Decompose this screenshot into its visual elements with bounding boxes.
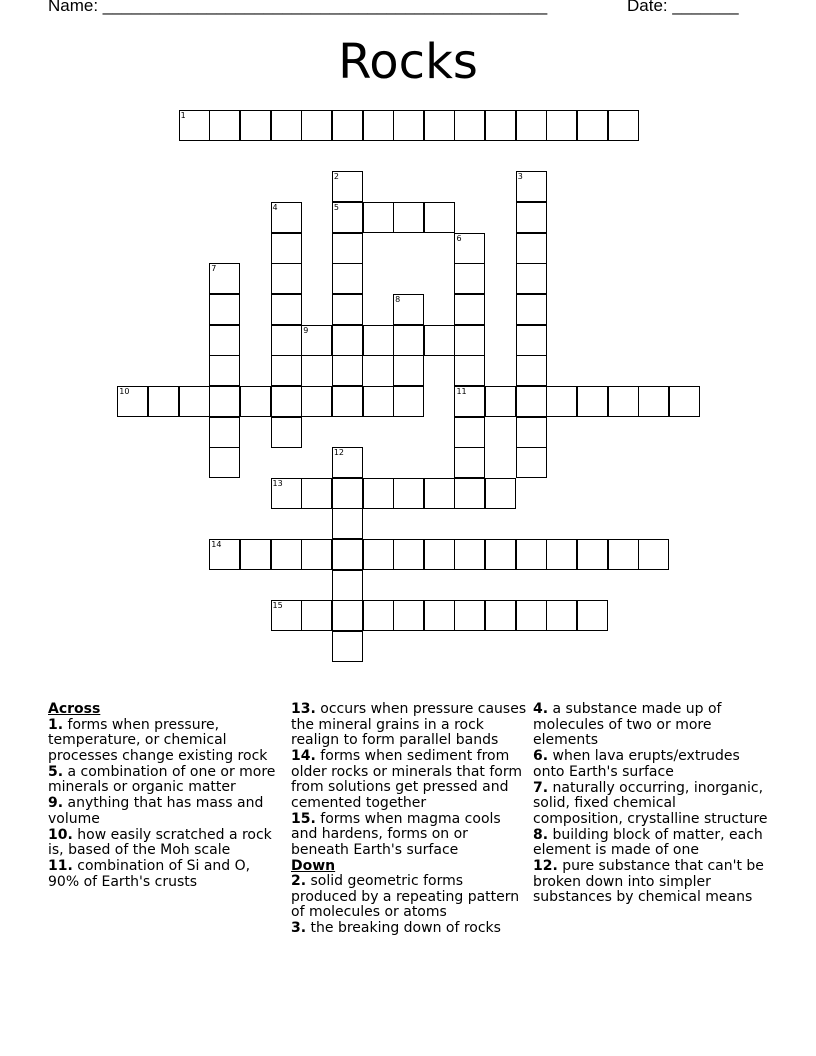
grid-cell[interactable] xyxy=(516,263,547,294)
grid-cell[interactable] xyxy=(332,171,363,202)
clue-number: 10 xyxy=(119,386,130,396)
grid-cell[interactable] xyxy=(393,325,424,356)
grid-cell[interactable] xyxy=(363,325,394,356)
grid-cell[interactable] xyxy=(485,386,516,417)
grid-cell[interactable] xyxy=(516,233,547,264)
down-heading: Down xyxy=(291,857,336,874)
grid-cell[interactable] xyxy=(608,386,639,417)
grid-cell[interactable] xyxy=(638,539,669,570)
grid-cell[interactable] xyxy=(393,386,424,417)
grid-cell[interactable] xyxy=(516,294,547,325)
clue-label: 9. xyxy=(48,795,64,811)
grid-cell[interactable] xyxy=(271,600,302,631)
grid-cell[interactable] xyxy=(271,202,302,233)
clue-text: occurs when pressure causes the mineral grains in a rock realign to form parallel bands xyxy=(291,701,527,748)
clue-text: the breaking down of rocks xyxy=(306,920,501,936)
grid-cell[interactable] xyxy=(332,447,363,478)
grid-cell[interactable] xyxy=(363,600,394,631)
grid-cell[interactable] xyxy=(271,355,302,386)
grid-cell[interactable] xyxy=(424,478,455,509)
grid-cell[interactable] xyxy=(393,478,424,509)
grid-cell[interactable] xyxy=(332,202,363,233)
grid-cell[interactable] xyxy=(577,600,608,631)
grid-cell[interactable] xyxy=(332,478,363,509)
clue-number: 4 xyxy=(272,202,278,212)
clue-label: 6. xyxy=(533,748,549,764)
clue-number: 11 xyxy=(456,386,467,396)
grid-cell[interactable] xyxy=(546,110,577,141)
grid-cell[interactable] xyxy=(454,478,485,509)
clue-label: 15. xyxy=(291,810,316,827)
clue xyxy=(533,859,769,906)
grid-cell[interactable] xyxy=(332,110,363,141)
grid-cell[interactable] xyxy=(454,263,485,294)
clue-number: 14 xyxy=(211,540,222,550)
clue-label: 14. xyxy=(291,748,316,764)
grid-cell[interactable] xyxy=(301,600,332,631)
grid-cell[interactable] xyxy=(516,325,547,356)
grid-cell[interactable] xyxy=(516,417,547,448)
grid-cell[interactable] xyxy=(485,600,516,631)
grid-cell[interactable] xyxy=(669,386,700,417)
grid-cell[interactable] xyxy=(209,325,240,356)
grid-cell[interactable] xyxy=(301,110,332,141)
clue-number: 8 xyxy=(395,294,401,304)
grid-cell[interactable] xyxy=(485,478,516,509)
clue-text: forms when pressure, temperature, or chemical processes change existing rock xyxy=(48,716,268,764)
clue-label: 5. xyxy=(48,763,64,780)
grid-cell[interactable] xyxy=(393,539,424,570)
clue-number: 2 xyxy=(333,172,339,182)
grid-cell[interactable] xyxy=(271,233,302,264)
clue xyxy=(48,718,284,765)
grid-cell[interactable] xyxy=(301,386,332,417)
across-clue-list-continued xyxy=(291,702,527,858)
clue-number: 7 xyxy=(211,264,217,274)
grid-cell[interactable] xyxy=(454,417,485,448)
clue-number: 15 xyxy=(272,601,283,611)
grid-cell[interactable] xyxy=(332,600,363,631)
grid-cell[interactable] xyxy=(332,631,363,662)
grid-cell[interactable] xyxy=(454,325,485,356)
grid-cell[interactable] xyxy=(424,202,455,233)
clue xyxy=(48,828,284,859)
grid-cell[interactable] xyxy=(516,600,547,631)
clue-number: 9 xyxy=(303,325,309,335)
grid-cell[interactable] xyxy=(332,263,363,294)
grid-cell[interactable] xyxy=(271,325,302,356)
grid-cell[interactable] xyxy=(516,386,547,417)
grid-cell[interactable] xyxy=(301,478,332,509)
grid-cell[interactable] xyxy=(363,478,394,509)
grid-cell[interactable] xyxy=(271,478,302,509)
clue-number: 13 xyxy=(272,478,283,488)
clue xyxy=(533,702,769,749)
clue-label: 10. xyxy=(48,826,73,843)
grid-cell[interactable] xyxy=(393,202,424,233)
clue-number: 3 xyxy=(517,172,523,182)
clue-text: anything that has mass and volume xyxy=(48,795,264,827)
grid-cell[interactable] xyxy=(271,263,302,294)
grid-cell[interactable] xyxy=(424,539,455,570)
clue-text: forms when magma cools and hardens, forms on or beneath Earth's surface xyxy=(291,810,501,858)
grid-cell[interactable] xyxy=(393,600,424,631)
clue-label: 7. xyxy=(533,779,549,796)
grid-cell[interactable] xyxy=(485,539,516,570)
clue-number: 5 xyxy=(333,202,339,212)
clue-number: 12 xyxy=(333,448,345,458)
grid-cell[interactable] xyxy=(638,386,669,417)
name-field[interactable]: Name: _______________________________________________ xyxy=(48,0,548,15)
grid-cell[interactable] xyxy=(209,355,240,386)
clue xyxy=(48,859,284,890)
grid-cell[interactable] xyxy=(179,110,210,141)
clues-column-2 xyxy=(291,702,527,937)
grid-cell[interactable] xyxy=(454,110,485,141)
grid-cell[interactable] xyxy=(332,539,363,570)
down-clue-list-continued xyxy=(533,702,769,906)
across-heading: Across xyxy=(48,701,101,717)
clue-label: 8. xyxy=(533,826,549,843)
grid-cell[interactable] xyxy=(485,110,516,141)
grid-cell[interactable] xyxy=(332,233,363,264)
clue-label: 2. xyxy=(291,873,307,889)
clue-label: 12. xyxy=(533,858,558,874)
grid-cell[interactable] xyxy=(271,386,302,417)
grid-cell[interactable] xyxy=(516,202,547,233)
clue-number: 6 xyxy=(456,233,462,243)
grid-cell[interactable] xyxy=(363,386,394,417)
grid-cell[interactable] xyxy=(240,539,271,570)
grid-cell[interactable] xyxy=(393,294,424,325)
clue-text: a combination of one or more minerals or organic matter xyxy=(48,763,276,795)
grid-cell[interactable] xyxy=(271,417,302,448)
grid-cell[interactable] xyxy=(271,294,302,325)
grid-cell[interactable] xyxy=(363,202,394,233)
clue-text: a substance made up of molecules of two or more elements xyxy=(533,701,722,748)
grid-cell[interactable] xyxy=(424,325,455,356)
grid-cell[interactable] xyxy=(454,294,485,325)
clue-text: building block of matter, each element is made of one xyxy=(533,826,763,858)
clue xyxy=(291,921,527,937)
grid-cell[interactable] xyxy=(516,110,547,141)
grid-cell[interactable] xyxy=(363,110,394,141)
clue xyxy=(291,702,527,749)
clue xyxy=(533,781,769,828)
clue-label: 3. xyxy=(291,920,307,936)
clue xyxy=(291,812,527,859)
grid-cell[interactable] xyxy=(271,110,302,141)
clue-text: solid geometric forms produced by a repeating pattern of molecules or atoms xyxy=(291,873,520,920)
grid-cell[interactable] xyxy=(393,355,424,386)
grid-cell[interactable] xyxy=(393,110,424,141)
clues-column-1 xyxy=(48,702,284,891)
page-title: Rocks xyxy=(338,34,478,90)
grid-cell[interactable] xyxy=(240,110,271,141)
clue xyxy=(48,765,284,796)
clue xyxy=(48,796,284,827)
grid-cell[interactable] xyxy=(454,386,485,417)
grid-cell[interactable] xyxy=(577,539,608,570)
grid-cell[interactable] xyxy=(424,600,455,631)
across-clue-list xyxy=(48,718,284,891)
grid-cell[interactable] xyxy=(209,386,240,417)
grid-cell[interactable] xyxy=(240,386,271,417)
clue-number: 1 xyxy=(180,111,186,120)
grid-cell[interactable] xyxy=(332,355,363,386)
grid-cell[interactable] xyxy=(608,539,639,570)
grid-cell[interactable] xyxy=(148,386,179,417)
clue-label: 11. xyxy=(48,858,73,874)
grid-cell[interactable] xyxy=(301,539,332,570)
clue-text: forms when sediment from older rocks or minerals that form from solutions get pressed and cemented together xyxy=(291,748,522,811)
clue-label: 13. xyxy=(291,701,316,717)
grid-cell[interactable] xyxy=(209,417,240,448)
clues-column-3 xyxy=(533,702,769,906)
grid-cell[interactable] xyxy=(454,539,485,570)
grid-cell[interactable] xyxy=(577,110,608,141)
grid-cell[interactable] xyxy=(546,600,577,631)
down-clue-list xyxy=(291,874,527,937)
grid-cell[interactable] xyxy=(516,447,547,478)
grid-cell[interactable] xyxy=(209,263,240,294)
grid-cell[interactable] xyxy=(424,110,455,141)
grid-cell[interactable] xyxy=(454,233,485,264)
grid-cell[interactable] xyxy=(363,539,394,570)
grid-cell[interactable] xyxy=(332,508,363,539)
clue-text: pure substance that can't be broken down into simpler substances by chemical means xyxy=(533,858,764,905)
grid-cell[interactable] xyxy=(577,386,608,417)
grid-cell[interactable] xyxy=(332,570,363,601)
grid-cell[interactable] xyxy=(301,325,332,356)
clue-label: 1. xyxy=(48,716,64,733)
grid-cell[interactable] xyxy=(546,386,577,417)
grid-cell[interactable] xyxy=(209,447,240,478)
grid-cell[interactable] xyxy=(608,110,639,141)
grid-cell[interactable] xyxy=(332,325,363,356)
grid-cell[interactable] xyxy=(117,386,148,417)
date-field[interactable]: Date: _______ xyxy=(627,0,739,15)
grid-cell[interactable] xyxy=(332,386,363,417)
grid-cell[interactable] xyxy=(454,355,485,386)
grid-cell[interactable] xyxy=(179,386,210,417)
grid-cell[interactable] xyxy=(516,355,547,386)
grid-cell[interactable] xyxy=(209,110,240,141)
clue xyxy=(291,749,527,811)
grid-cell[interactable] xyxy=(516,539,547,570)
grid-cell[interactable] xyxy=(454,600,485,631)
clue-label: 4. xyxy=(533,701,549,717)
grid-cell[interactable] xyxy=(454,447,485,478)
clue-text: when lava erupts/extrudes onto Earth's surface xyxy=(533,748,740,780)
grid-cell[interactable] xyxy=(516,171,547,202)
grid-cell[interactable] xyxy=(209,539,240,570)
clue-text: how easily scratched a rock is, based of the Moh scale xyxy=(48,826,272,858)
clue xyxy=(533,828,769,859)
clue-text: naturally occurring, inorganic, solid, fixed chemical composition, crystalline structure xyxy=(533,779,768,827)
grid-cell[interactable] xyxy=(546,539,577,570)
clue xyxy=(291,874,527,921)
grid-cell[interactable] xyxy=(209,294,240,325)
grid-cell[interactable] xyxy=(332,294,363,325)
clue-text: combination of Si and O, 90% of Earth's crusts xyxy=(48,858,251,890)
grid-cell[interactable] xyxy=(271,539,302,570)
clue xyxy=(533,749,769,780)
